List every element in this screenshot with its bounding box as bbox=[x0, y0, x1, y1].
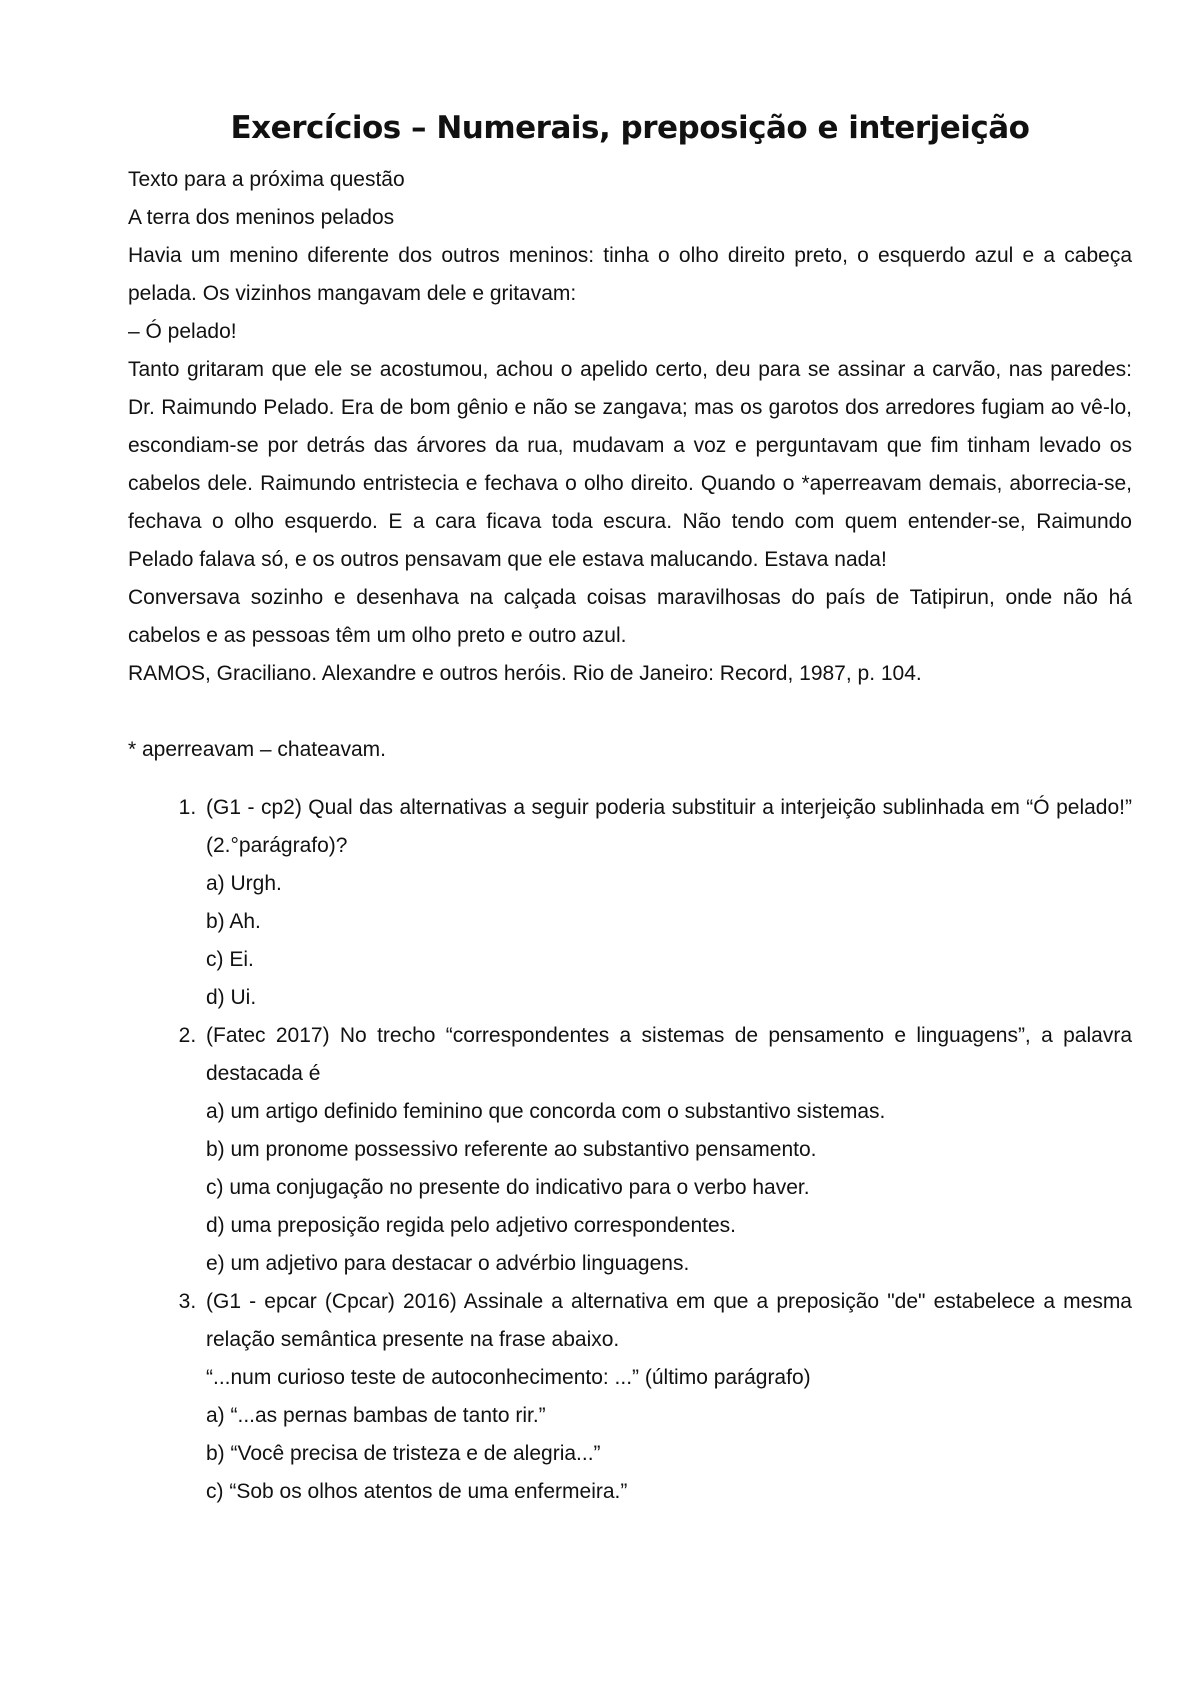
option-a: a) “...as pernas bambas de tanto rir.” bbox=[206, 1404, 546, 1428]
paragraph-1: Havia um menino diferente dos outros meninos: tinha o olho direito preto, o esquerdo azul e a cabeça pelada. Os vizinhos mangavam dele e gritavam: bbox=[128, 244, 1132, 306]
question-quote: “...num curioso teste de autoconhecimento: ...” (último parágrafo) bbox=[206, 1366, 811, 1390]
option-c: c) Ei. bbox=[206, 948, 254, 972]
intro-label: Texto para a próxima questão bbox=[128, 168, 405, 192]
paragraph-2: Tanto gritaram que ele se acostumou, achou o apelido certo, deu para se assinar a carvão, nas paredes: Dr. Raimundo Pelado. Era de bom gênio e não se zangava; mas os garotos dos arredores fugiam ao vê-lo, escondiam-se por detrás das árvores da rua, mudavam a voz e perguntavam que fim tinham levado os cabelos dele. Raimundo entristecia e fechava o olho direito. Quando o *aperreavam demais, aborrecia-se, fechava o olho esquerdo. E a cara ficava toda escura. Não tendo com quem entender-se, Raimundo Pelado falava só, e os outros pensavam que ele estava malucando. Estava nada! bbox=[128, 358, 1132, 572]
option-a: a) um artigo definido feminino que concorda com o substantivo sistemas. bbox=[206, 1100, 886, 1124]
question-text: 2. (Fatec 2017) No trecho “correspondentes a sistemas de pensamento e linguagens”, a palavra destacada é bbox=[206, 1024, 1132, 1086]
question-list bbox=[128, 789, 1132, 1511]
option-d: d) Ui. bbox=[206, 986, 257, 1010]
option-b: b) um pronome possessivo referente ao substantivo pensamento. bbox=[206, 1138, 817, 1162]
paragraph-3: Conversava sozinho e desenhava na calçada coisas maravilhosas do país de Tatipirun, onde não há cabelos e as pessoas têm um olho preto e outro azul. bbox=[128, 586, 1132, 648]
option-d: d) uma preposição regida pelo adjetivo correspondentes. bbox=[206, 1214, 736, 1238]
question-item bbox=[202, 789, 1132, 1017]
text-title: A terra dos meninos pelados bbox=[128, 206, 395, 230]
exclamation-line: – Ó pelado! bbox=[128, 320, 237, 344]
option-b: b) Ah. bbox=[206, 910, 261, 934]
question-text: 1. (G1 - cp2) Qual das alternativas a seguir poderia substituir a interjeição sublinhada em “Ó pelado!” (2.°parágrafo)? bbox=[206, 796, 1132, 858]
option-c: c) “Sob os olhos atentos de uma enfermeira.” bbox=[206, 1480, 628, 1504]
citation: RAMOS, Graciliano. Alexandre e outros heróis. Rio de Janeiro: Record, 1987, p. 104. bbox=[128, 662, 922, 686]
spacer bbox=[128, 693, 1132, 731]
question-item bbox=[202, 1017, 1132, 1283]
question-text: 3. (G1 - epcar (Cpcar) 2016) Assinale a alternativa em que a preposição "de" estabelece a mesma relação semântica presente na frase abaixo. bbox=[206, 1290, 1132, 1352]
option-e: e) um adjetivo para destacar o advérbio linguagens. bbox=[206, 1252, 690, 1276]
question-item bbox=[202, 1283, 1132, 1511]
document-page bbox=[128, 110, 1132, 1511]
option-a: a) Urgh. bbox=[206, 872, 282, 896]
page-title: Exercícios – Numerais, preposição e interjeição bbox=[230, 110, 1030, 146]
option-b: b) “Você precisa de tristeza e de alegria...” bbox=[206, 1442, 601, 1466]
footnote: * aperreavam – chateavam. bbox=[128, 738, 386, 762]
option-c: c) uma conjugação no presente do indicativo para o verbo haver. bbox=[206, 1176, 810, 1200]
